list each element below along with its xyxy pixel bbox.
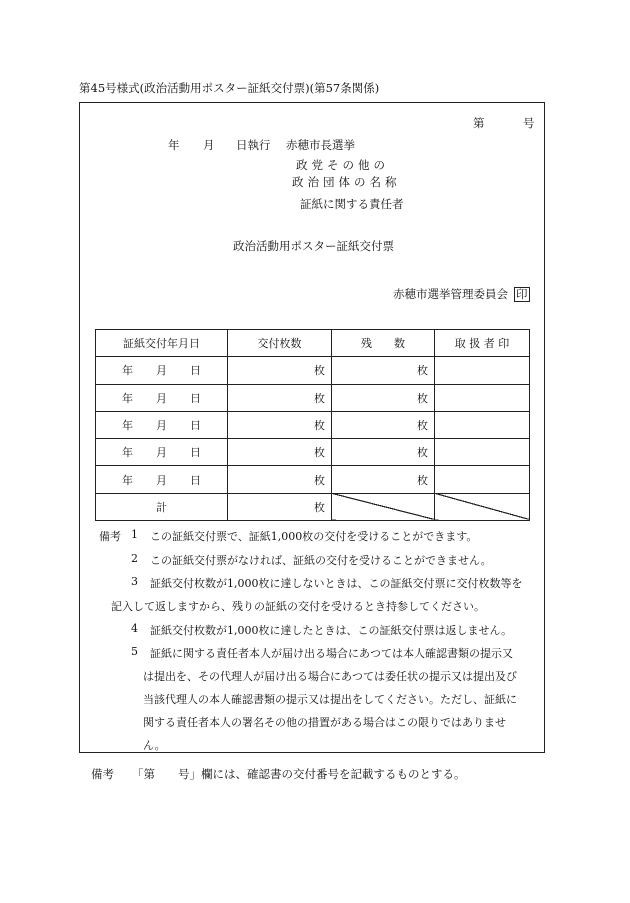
col-header-remaining: 残 数	[332, 330, 435, 357]
col-header-count: 交付枚数	[228, 330, 332, 357]
crossed-cell	[435, 493, 530, 520]
number-suffix: 号	[523, 116, 535, 130]
total-count-cell[interactable]: 枚	[228, 493, 332, 520]
remark-number: 4	[131, 622, 138, 635]
number-prefix: 第	[473, 116, 485, 130]
table-row	[96, 411, 530, 438]
remark-line: 関する責任者本人の署名その他の措置がある場合はこの限りではありませ	[143, 716, 506, 729]
remark-line: は提出を、その代理人が届け出る場合にあつては委任状の提示又は提出及び	[143, 670, 517, 683]
count-cell[interactable]: 枚	[228, 439, 332, 466]
count-cell[interactable]: 枚	[228, 411, 332, 438]
issuance-table	[95, 329, 530, 521]
remark-number: 3	[131, 575, 138, 588]
footer-note-text: 「第 号」欄には、確認書の交付番号を記載するものとする。	[132, 767, 466, 781]
remaining-cell[interactable]: 枚	[332, 439, 435, 466]
remark-line: 証紙交付枚数が1,000枚に達したときは、この証紙交付票は返しません。	[150, 624, 513, 637]
issuer	[393, 286, 530, 302]
remarks-label: 備考	[99, 530, 121, 543]
date-year: 年	[168, 138, 180, 152]
remark-line: この証紙交付票がなければ、証紙の交付を受けることができません。	[150, 554, 492, 567]
handler-seal-cell[interactable]	[435, 384, 530, 411]
handler-seal-cell[interactable]	[435, 439, 530, 466]
date-day-exec: 日執行	[236, 138, 271, 152]
remaining-cell[interactable]: 枚	[332, 357, 435, 384]
remark-line: 当該代理人の本人確認書類の提示又は提出をしてください。ただし、証紙に	[143, 693, 517, 706]
date-cell[interactable]: 年 月 日	[96, 439, 228, 466]
table-total-row	[96, 493, 530, 520]
col-header-handler-seal: 取 扱 者 印	[435, 330, 530, 357]
table-row	[96, 439, 530, 466]
table-header-row	[96, 330, 530, 357]
total-label: 計	[96, 493, 228, 520]
remark-line: 証紙に関する責任者本人が届け出る場合にあつては本人確認書類の提示又	[150, 647, 513, 660]
count-cell[interactable]: 枚	[228, 466, 332, 493]
table-row	[96, 384, 530, 411]
handler-seal-cell[interactable]	[435, 466, 530, 493]
election-name: 赤穂市長選挙	[286, 138, 355, 152]
remark-line: ん。	[143, 739, 166, 752]
table-row	[96, 466, 530, 493]
document-title: 政治活動用ポスター証紙交付票	[233, 239, 394, 253]
remaining-cell[interactable]: 枚	[332, 411, 435, 438]
remaining-cell[interactable]: 枚	[332, 384, 435, 411]
responsible-person-label: 証紙に関する責任者	[300, 197, 404, 211]
form-title: 第45号様式(政治活動用ポスター証紙交付票)(第57条関係)	[79, 81, 380, 95]
org-name-line1: 政党その他の	[296, 158, 389, 172]
org-name-line2: 政治団体の名称	[292, 175, 401, 189]
table-row	[96, 357, 530, 384]
issuer-name: 赤穂市選挙管理委員会	[393, 287, 508, 301]
remark-number: 1	[131, 528, 138, 541]
remark-line: この証紙交付票で、証紙1,000枚の交付を受けることができます。	[150, 530, 478, 543]
seal-mark: 印	[516, 287, 528, 301]
remaining-cell[interactable]: 枚	[332, 466, 435, 493]
remark-line: 記入して返しますから、残りの証紙の交付を受けるとき持参してください。	[111, 600, 485, 613]
date-cell[interactable]: 年 月 日	[96, 466, 228, 493]
footer-note-label: 備考	[91, 767, 114, 781]
col-header-date: 証紙交付年月日	[96, 330, 228, 357]
count-cell[interactable]: 枚	[228, 357, 332, 384]
date-cell[interactable]: 年 月 日	[96, 411, 228, 438]
remark-number: 2	[131, 552, 138, 565]
remark-line: 証紙交付枚数が1,000枚に達しないときは、この証紙交付票に交付枚数等を	[150, 577, 523, 590]
handler-seal-cell[interactable]	[435, 357, 530, 384]
crossed-cell	[332, 493, 435, 520]
handler-seal-cell[interactable]	[435, 411, 530, 438]
count-cell[interactable]: 枚	[228, 384, 332, 411]
date-cell[interactable]: 年 月 日	[96, 357, 228, 384]
date-month: 月	[203, 138, 215, 152]
remark-number: 5	[131, 645, 138, 658]
date-cell[interactable]: 年 月 日	[96, 384, 228, 411]
